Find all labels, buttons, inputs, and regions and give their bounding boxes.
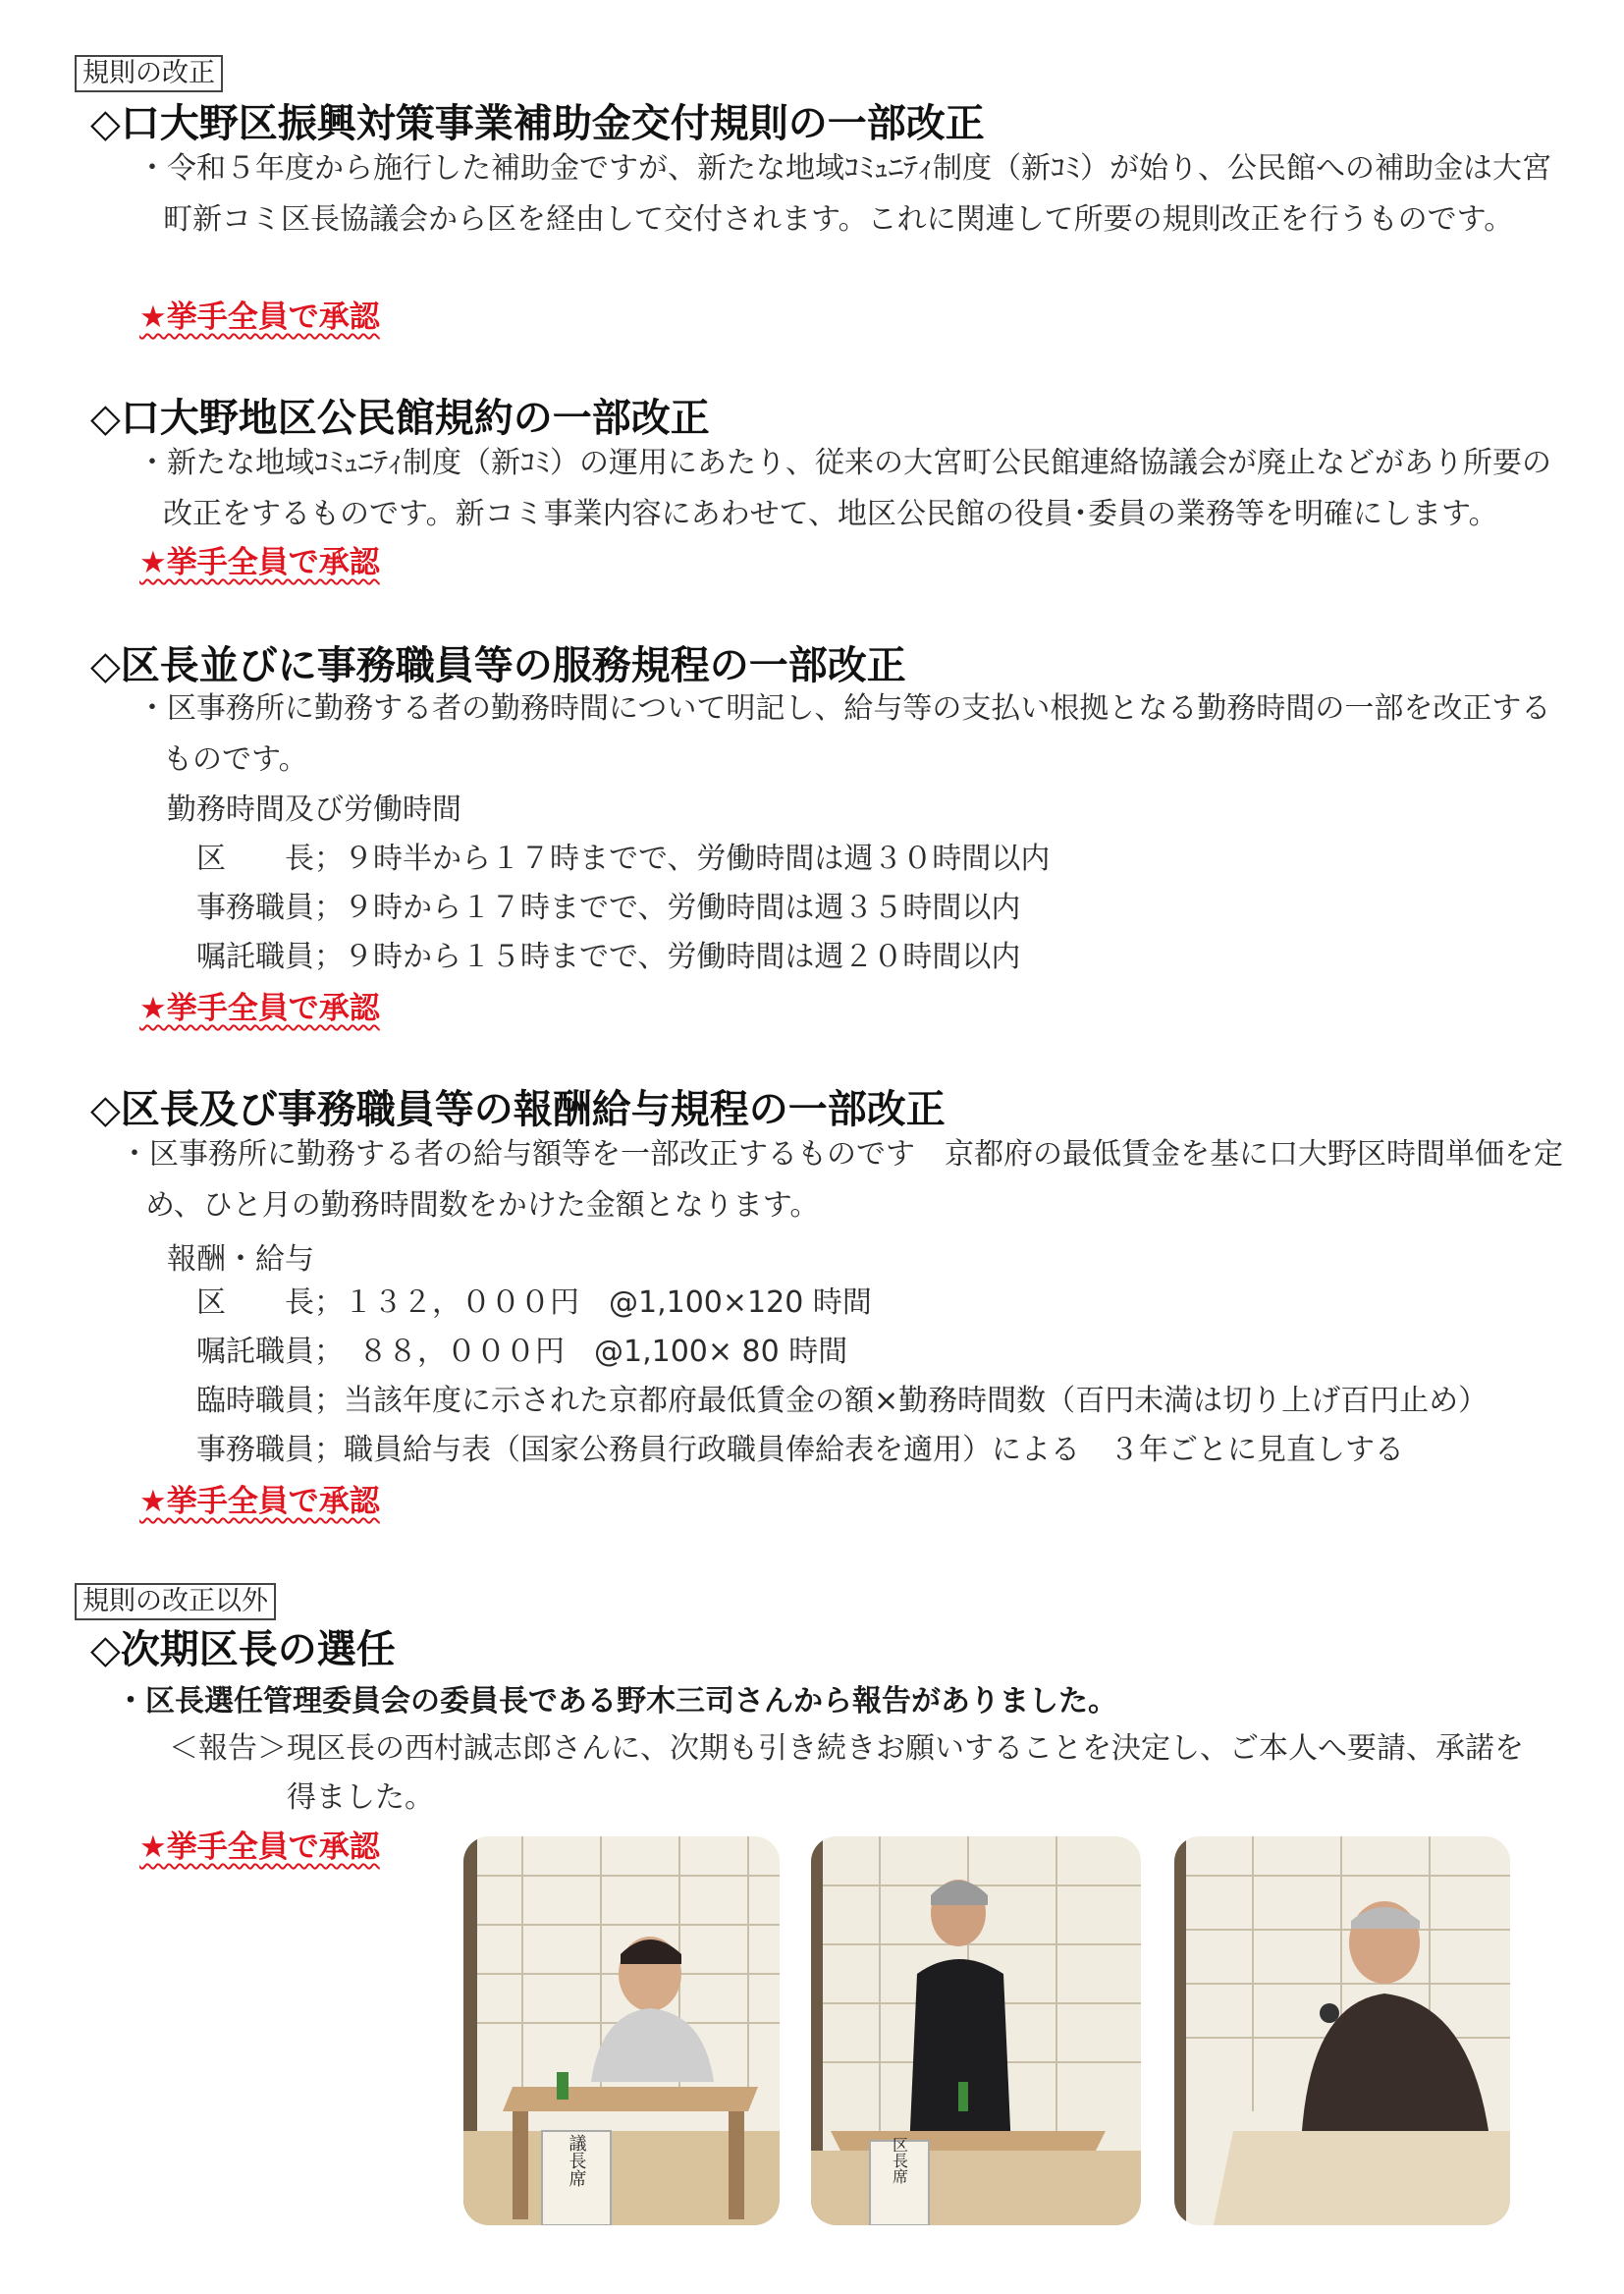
salary-row: 嘱託職員； ８８，０００円 @1,100× 80 時間	[196, 1335, 848, 1369]
work-hours-row: 嘱託職員；９時から１５時までで、労働時間は週２０時間以内	[196, 940, 1021, 974]
approval-badge-3: ★挙手全員で承認	[139, 991, 380, 1026]
meeting-photo-committee-chair	[1174, 1836, 1510, 2225]
section-tag-non-rules: 規則の改正以外	[75, 1583, 276, 1620]
section-4-body: ・区事務所に勤務する者の給与額等を一部改正するものです 京都府の最低賃金を基に口大野区時間単価を定め、ひと月の勤務時間数をかけた金額となります。	[120, 1137, 1563, 1223]
section-2-title: ◇口大野地区公民館規約の一部改正	[90, 396, 710, 441]
section-2-body: ・新たな地域ｺﾐｭﾆﾃｨ制度（新ｺﾐ）の運用にあたり、従来の大宮町公民館連絡協議会が廃止などがあり所要の改正をするものです。新コミ事業内容にあわせて、地区公民館の役員･委員の業務等を明確にします。	[137, 446, 1551, 531]
section-1-title: ◇口大野区振興対策事業補助金交付規則の一部改正	[90, 101, 985, 146]
section-3-body: ・区事務所に勤務する者の勤務時間について明記し、給与等の支払い根拠となる勤務時間の一部を改正するものです。	[137, 691, 1551, 777]
chairperson-sign: 議長席	[566, 2134, 587, 2187]
salary-row: 事務職員；職員給与表（国家公務員行政職員俸給表を適用）による ３年ごとに見直しする	[196, 1433, 1404, 1467]
report-label: ＜報告＞	[169, 1731, 287, 1766]
section-4-subheading: 報酬・給与	[167, 1242, 314, 1277]
district-head-sign: 区長席	[890, 2137, 909, 2184]
work-hours-row: 事務職員；９時から１７時までで、労働時間は週３５時間以内	[196, 891, 1021, 925]
work-hours-row: 区 長；９時半から１７時までで、労働時間は週３０時間以内	[196, 842, 1051, 876]
approval-badge-1: ★挙手全員で承認	[139, 300, 380, 335]
meeting-photo-district-head	[811, 1836, 1141, 2225]
report-body: 現区長の西村誠志郎さんに、次期も引き続きお願いすることを決定し、ご本人へ要請、承諾を	[287, 1731, 1524, 1766]
section-4-title: ◇区長及び事務職員等の報酬給与規程の一部改正	[90, 1087, 946, 1132]
approval-badge-4: ★挙手全員で承認	[139, 1484, 380, 1519]
meeting-photo-chairperson	[463, 1836, 780, 2225]
salary-row: 臨時職員；当該年度に示された京都府最低賃金の額×勤務時間数（百円未満は切り上げ百円止め）	[196, 1384, 1489, 1418]
approval-badge-5: ★挙手全員で承認	[139, 1830, 380, 1865]
section-1-body: ・令和５年度から施行した補助金ですが、新たな地域ｺﾐｭﾆﾃｨ制度（新ｺﾐ）が始り、公民館への補助金は大宮町新コミ区長協議会から区を経由して交付されます。これに関連して所要の規則改正を行うものです。	[137, 151, 1551, 237]
salary-row: 区 長；１３２，０００円 @1,100×120 時間	[196, 1285, 872, 1320]
section-3-title: ◇区長並びに事務職員等の服務規程の一部改正	[90, 643, 906, 688]
section-5-title: ◇次期区長の選任	[90, 1627, 396, 1672]
section-3-subheading: 勤務時間及び労働時間	[167, 792, 461, 827]
report-line: ・区長選任管理委員会の委員長である野木三司さんから報告がありました。	[116, 1684, 1117, 1719]
section-tag-rules: 規則の改正	[75, 55, 223, 92]
report-body: 得ました。	[287, 1780, 434, 1815]
approval-badge-2: ★挙手全員で承認	[139, 545, 380, 580]
